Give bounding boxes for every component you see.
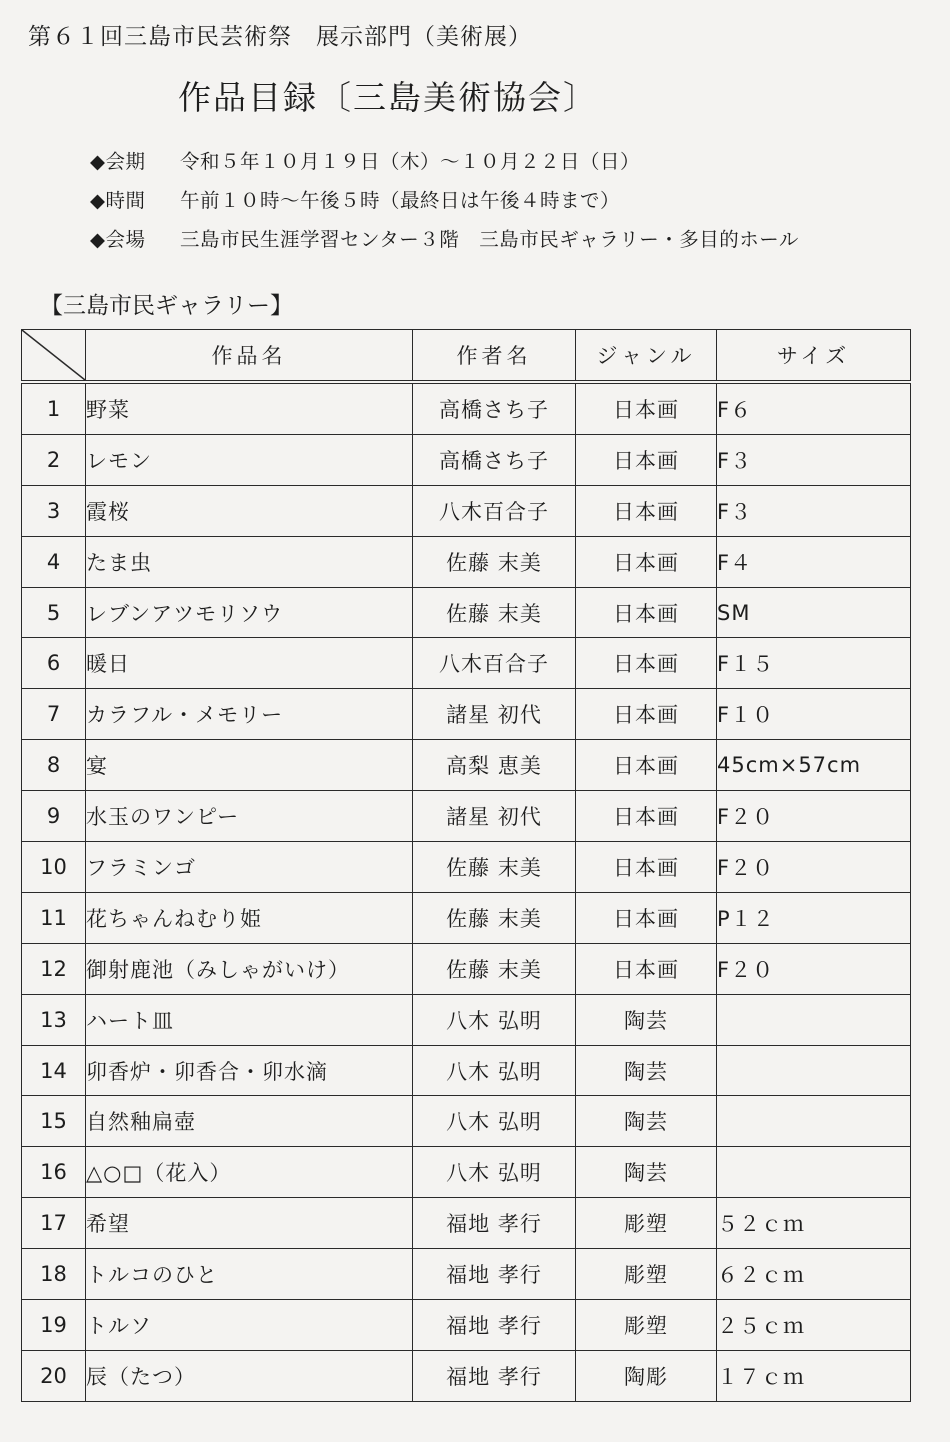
header-size: サイズ <box>717 330 911 383</box>
artist-name: 高梨 恵美 <box>413 740 576 791</box>
size: F４ <box>717 536 911 587</box>
genre: 日本画 <box>576 485 717 536</box>
event-header: 第６１回三島市民芸術祭 展示部門（美術展） <box>28 24 532 50</box>
size <box>717 1045 911 1096</box>
table-row <box>22 842 911 893</box>
artwork-title: 卯香炉・卯香合・卯水滴 <box>86 1045 413 1096</box>
artist-name: 八木 弘明 <box>413 1147 576 1198</box>
artist-name: 八木百合子 <box>413 485 576 536</box>
corner-cell <box>22 330 86 383</box>
genre: 日本画 <box>576 943 717 994</box>
row-number: 13 <box>22 994 86 1045</box>
info-hours <box>90 185 620 213</box>
info-hours-value: 午前１０時～午後５時（最終日は午後４時まで） <box>180 189 621 212</box>
artwork-title: 水玉のワンピー <box>86 791 413 842</box>
genre: 陶芸 <box>576 994 717 1045</box>
size: ６２ｃｍ <box>717 1249 911 1300</box>
artwork-title: 花ちゃんねむり姫 <box>86 892 413 943</box>
table-row <box>22 587 911 638</box>
size: 45cm×57cm <box>717 740 911 791</box>
row-number: 4 <box>22 536 86 587</box>
info-period-value: 令和５年１０月１９日（木）～１０月２２日（日） <box>180 150 641 173</box>
row-number: 18 <box>22 1249 86 1300</box>
artist-name: 佐藤 末美 <box>413 536 576 587</box>
table-row <box>22 638 911 689</box>
artist-name: 八木 弘明 <box>413 994 576 1045</box>
size: F１０ <box>717 689 911 740</box>
size: F２０ <box>717 842 911 893</box>
row-number: 11 <box>22 892 86 943</box>
artwork-title: レブンアツモリソウ <box>86 587 413 638</box>
row-number: 3 <box>22 485 86 536</box>
row-number: 12 <box>22 943 86 994</box>
table-row <box>22 1198 911 1249</box>
genre: 日本画 <box>576 587 717 638</box>
size: P１２ <box>717 892 911 943</box>
table-row <box>22 536 911 587</box>
size: F３ <box>717 434 911 485</box>
info-period <box>90 146 640 174</box>
genre: 彫塑 <box>576 1249 717 1300</box>
genre: 日本画 <box>576 434 717 485</box>
table-row <box>22 1249 911 1300</box>
artist-name: 佐藤 末美 <box>413 892 576 943</box>
artwork-title: たま虫 <box>86 536 413 587</box>
genre: 陶彫 <box>576 1350 717 1401</box>
size: ５２ｃｍ <box>717 1198 911 1249</box>
artist-name: 佐藤 末美 <box>413 842 576 893</box>
table-row <box>22 943 911 994</box>
info-venue-value: 三島市民生涯学習センター３階 三島市民ギャラリー・多目的ホール <box>180 228 799 251</box>
artwork-title: 自然釉扁壺 <box>86 1096 413 1147</box>
row-number: 9 <box>22 791 86 842</box>
artwork-title: 辰（たつ） <box>86 1350 413 1401</box>
artwork-title: トルコのひと <box>86 1249 413 1300</box>
table-row <box>22 791 911 842</box>
section-title: 【三島市民ギャラリー】 <box>40 293 293 319</box>
artist-name: 福地 孝行 <box>413 1350 576 1401</box>
table-row <box>22 382 911 434</box>
info-venue-label: ◆会場 <box>90 228 146 251</box>
artist-name: 高橋さち子 <box>413 434 576 485</box>
genre: 日本画 <box>576 740 717 791</box>
artwork-title: 霞桜 <box>86 485 413 536</box>
size: ２５ｃｍ <box>717 1300 911 1351</box>
genre: 日本画 <box>576 689 717 740</box>
row-number: 5 <box>22 587 86 638</box>
genre: 日本画 <box>576 791 717 842</box>
artist-name: 福地 孝行 <box>413 1249 576 1300</box>
row-number: 8 <box>22 740 86 791</box>
artist-name: 八木 弘明 <box>413 1096 576 1147</box>
row-number: 6 <box>22 638 86 689</box>
size <box>717 1096 911 1147</box>
header-artist: 作者名 <box>413 330 576 383</box>
catalog-table <box>21 329 911 1402</box>
size: F３ <box>717 485 911 536</box>
table-row <box>22 485 911 536</box>
artwork-title: 希望 <box>86 1198 413 1249</box>
table-row <box>22 1045 911 1096</box>
genre: 日本画 <box>576 892 717 943</box>
info-hours-label: ◆時間 <box>90 189 146 212</box>
table-row <box>22 740 911 791</box>
artist-name: 高橋さち子 <box>413 382 576 434</box>
artwork-title: △○□（花入） <box>86 1147 413 1198</box>
artist-name: 佐藤 末美 <box>413 587 576 638</box>
genre: 日本画 <box>576 536 717 587</box>
artwork-title: 御射鹿池（みしゃがいけ） <box>86 943 413 994</box>
artwork-title: トルソ <box>86 1300 413 1351</box>
artist-name: 福地 孝行 <box>413 1300 576 1351</box>
table-row <box>22 434 911 485</box>
table-row <box>22 892 911 943</box>
artwork-title: 野菜 <box>86 382 413 434</box>
info-period-label: ◆会期 <box>90 150 146 173</box>
artwork-title: カラフル・メモリー <box>86 689 413 740</box>
genre: 陶芸 <box>576 1147 717 1198</box>
artist-name: 諸星 初代 <box>413 791 576 842</box>
row-number: 17 <box>22 1198 86 1249</box>
genre: 日本画 <box>576 382 717 434</box>
row-number: 10 <box>22 842 86 893</box>
artwork-title: レモン <box>86 434 413 485</box>
genre: 陶芸 <box>576 1045 717 1096</box>
genre: 日本画 <box>576 638 717 689</box>
row-number: 1 <box>22 382 86 434</box>
genre: 陶芸 <box>576 1096 717 1147</box>
artist-name: 佐藤 末美 <box>413 943 576 994</box>
row-number: 20 <box>22 1350 86 1401</box>
size: F１５ <box>717 638 911 689</box>
table-row <box>22 994 911 1045</box>
size <box>717 994 911 1045</box>
header-title: 作品名 <box>86 330 413 383</box>
table-row <box>22 1350 911 1401</box>
size: F２０ <box>717 943 911 994</box>
table-header-row <box>22 330 911 383</box>
size: １７ｃｍ <box>717 1350 911 1401</box>
size: F６ <box>717 382 911 434</box>
row-number: 15 <box>22 1096 86 1147</box>
size: F２０ <box>717 791 911 842</box>
artwork-title: フラミンゴ <box>86 842 413 893</box>
row-number: 2 <box>22 434 86 485</box>
genre: 彫塑 <box>576 1198 717 1249</box>
row-number: 7 <box>22 689 86 740</box>
diagonal-line <box>22 330 85 380</box>
artwork-title: ハート皿 <box>86 994 413 1045</box>
size: SM <box>717 587 911 638</box>
genre: 日本画 <box>576 842 717 893</box>
row-number: 14 <box>22 1045 86 1096</box>
genre: 彫塑 <box>576 1300 717 1351</box>
table-row <box>22 689 911 740</box>
header-genre: ジャンル <box>576 330 717 383</box>
info-venue <box>90 224 799 252</box>
artist-name: 八木 弘明 <box>413 1045 576 1096</box>
artwork-title: 暖日 <box>86 638 413 689</box>
table-row <box>22 1147 911 1198</box>
artist-name: 諸星 初代 <box>413 689 576 740</box>
table-row <box>22 1300 911 1351</box>
document-title: 作品目録〔三島美術協会〕 <box>178 78 598 117</box>
table-row <box>22 1096 911 1147</box>
artwork-title: 宴 <box>86 740 413 791</box>
artist-name: 八木百合子 <box>413 638 576 689</box>
size <box>717 1147 911 1198</box>
artist-name: 福地 孝行 <box>413 1198 576 1249</box>
row-number: 19 <box>22 1300 86 1351</box>
row-number: 16 <box>22 1147 86 1198</box>
